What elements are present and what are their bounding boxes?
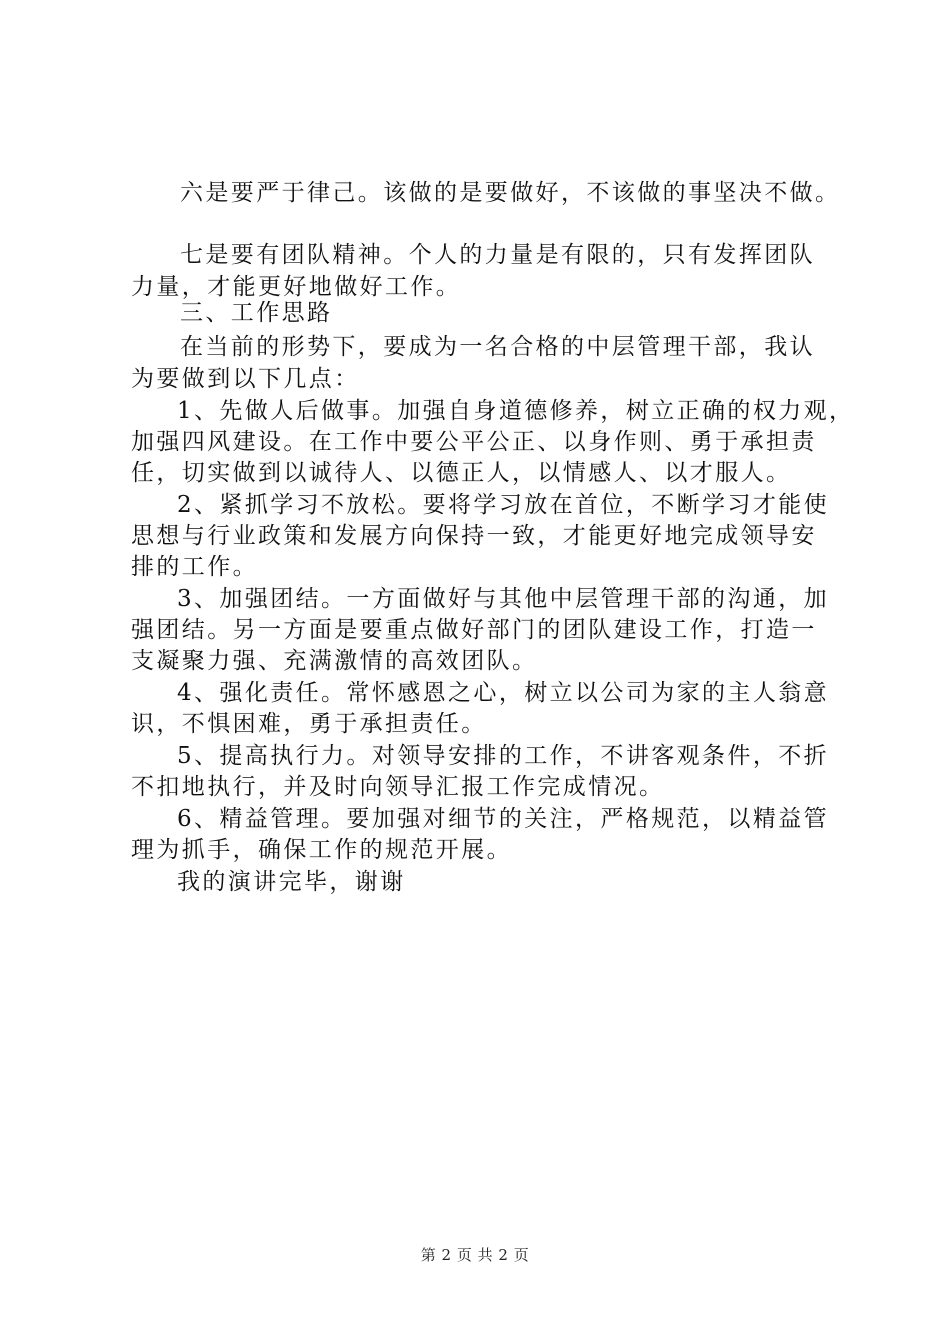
paragraph-line: 不扣地执行，并及时向领导汇报工作完成情况。 (131, 774, 665, 800)
list-item: 1、先做人后做事。加强自身道德修养，树立正确的权力观， (177, 398, 855, 424)
paragraph-line: 识，不惧困难，勇于承担责任。 (131, 711, 487, 737)
list-item: 6、精益管理。要加强对细节的关注，严格规范，以精益管 (177, 806, 830, 832)
paragraph-line: 理为抓手，确保工作的规范开展。 (131, 837, 512, 863)
list-item: 4、强化责任。常怀感恩之心，树立以公司为家的主人翁意 (177, 680, 830, 706)
paragraph-line: 支凝聚力强、充满激情的高效团队。 (131, 648, 538, 674)
paragraph-line: 思想与行业政策和发展方向保持一致，才能更好地完成领导安 (131, 523, 817, 549)
list-item: 2、紧抓学习不放松。要将学习放在首位，不断学习才能使 (177, 492, 830, 518)
paragraph-line: 任，切实做到以诚待人、以德正人，以情感人、以才服人。 (131, 460, 792, 486)
paragraph-line: 强团结。另一方面是要重点做好部门的团队建设工作，打造一 (131, 617, 817, 643)
paragraph-line: 排的工作。 (131, 554, 258, 580)
paragraph-line: 六是要严于律己。该做的是要做好，不该做的事坚决不做。 (180, 180, 841, 206)
list-item: 3、加强团结。一方面做好与其他中层管理干部的沟通，加 (177, 586, 830, 612)
paragraph-line: 七是要有团队精神。个人的力量是有限的，只有发挥团队 (180, 242, 815, 268)
paragraph-line: 加强四风建设。在工作中要公平公正、以身作则、勇于承担责 (131, 429, 817, 455)
page-number-footer: 第 2 页 共 2 页 (420, 1246, 530, 1264)
closing-line: 我的演讲完毕，谢谢 (177, 869, 406, 895)
paragraph-line: 在当前的形势下，要成为一名合格的中层管理干部，我认 (180, 334, 815, 360)
paragraph-line: 为要做到以下几点： (131, 366, 360, 392)
paragraph-line: 力量，才能更好地做好工作。 (131, 274, 462, 300)
list-item: 5、提高执行力。对领导安排的工作，不讲客观条件，不折 (177, 743, 830, 769)
section-heading: 三、工作思路 (180, 300, 333, 326)
